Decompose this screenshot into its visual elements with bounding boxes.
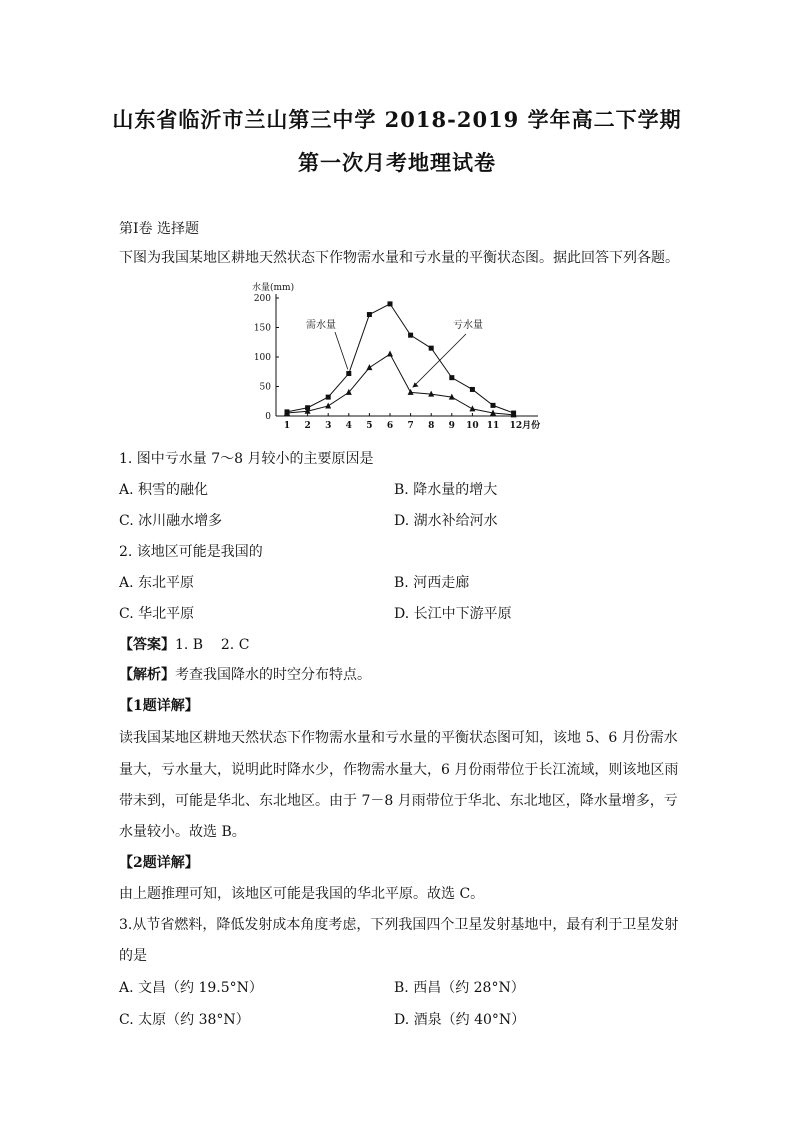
q1-option-b[interactable]: B. 降水量的增大 xyxy=(394,482,498,498)
demand-point xyxy=(388,301,393,306)
q1-option-c[interactable]: C. 冰川融水增多 xyxy=(119,513,223,529)
q2-option-a[interactable]: A. 东北平原 xyxy=(119,575,195,591)
detail1-line-1: 读我国某地区耕地天然状态下作物需水量和亏水量的平衡状态图可知，该地 5、6 月份需水 xyxy=(119,730,678,746)
x-tick-label: 9 xyxy=(448,421,455,430)
answer-label: 【答案】 xyxy=(119,637,175,653)
q3-option-d[interactable]: D. 酒泉（约 40°N） xyxy=(394,1012,526,1028)
q1-option-d[interactable]: D. 湖水补给河水 xyxy=(394,513,498,529)
x-tick-label: 11 xyxy=(486,421,500,430)
x-tick-label: 4 xyxy=(345,421,352,430)
annotation-demand-arrow xyxy=(335,332,348,370)
x-tick-label: 8 xyxy=(428,421,435,430)
demand-point xyxy=(408,333,413,338)
demand-point xyxy=(346,371,351,376)
x-tick-label: 2 xyxy=(304,421,311,430)
x-tick-label: 6 xyxy=(386,421,394,430)
annotation-deficit: 亏水量 xyxy=(453,320,483,331)
intro-text: 下图为我国某地区耕地天然状态下作物需水量和亏水量的平衡状态图。据此回答下列各题。 xyxy=(119,250,679,266)
deficit-point xyxy=(366,364,372,370)
detail1-label: 【1题详解】 xyxy=(119,698,199,714)
annotation-deficit-arrowhead xyxy=(413,382,419,387)
section-heading: 第Ⅰ卷 选择题 xyxy=(119,221,199,237)
x-tick-label: 5 xyxy=(366,421,373,430)
analysis-line xyxy=(119,664,371,684)
q2-stem: 2. 该地区可能是我国的 xyxy=(119,544,263,560)
q2-option-c[interactable]: C. 华北平原 xyxy=(119,606,195,622)
q1-stem: 1. 图中亏水量 7～8 月较小的主要原因是 xyxy=(119,451,374,467)
detail1-line-3: 带未到，可能是华北、东北地区。由于 7－8 月雨带位于华北、东北地区，降水量增多，亏 xyxy=(119,793,678,809)
q3-stem-line-1: 3.从节省燃料，降低发射成本角度考虑，下列我国四个卫星发射基地中，最有利于卫星发射 xyxy=(119,917,679,933)
deficit-point xyxy=(469,405,475,411)
y-tick-label: 100 xyxy=(253,353,271,363)
demand-point xyxy=(429,346,434,351)
q3-option-a[interactable]: A. 文昌（约 19.5°N） xyxy=(119,980,263,996)
answer-text: 1. B 2. C xyxy=(175,637,250,653)
annotation-demand: 需水量 xyxy=(306,320,336,331)
analysis-label: 【解析】 xyxy=(119,667,175,683)
y-tick-label: 50 xyxy=(259,382,271,393)
y-tick-label: 0 xyxy=(265,412,271,422)
y-tick-label: 200 xyxy=(253,294,271,304)
detail1-line-2: 量大，亏水量大，说明此时降水少，作物需水量大，6 月份雨带位于长江流域，则该地区雨 xyxy=(119,762,679,778)
analysis-text: 考查我国降水的时空分布特点。 xyxy=(175,667,371,683)
title-line-1: 山东省临沂市兰山第三中学 2018-2019 学年高二下学期 xyxy=(112,107,682,132)
x-tick-label: 7 xyxy=(407,421,414,430)
y-tick-label: 150 xyxy=(253,323,271,334)
deficit-point xyxy=(408,389,414,395)
title-line-2: 第一次月考地理试卷 xyxy=(298,150,496,175)
q2-option-b[interactable]: B. 河西走廊 xyxy=(394,575,470,591)
demand-point xyxy=(449,375,454,380)
deficit-point xyxy=(387,351,393,357)
series-line-deficit xyxy=(287,354,514,415)
x-tick-label: 10 xyxy=(466,421,479,430)
q3-stem-line-2: 的是 xyxy=(119,948,147,964)
x-tick-label: 12月份 xyxy=(509,421,541,430)
detail2-label: 【2题详解】 xyxy=(119,855,199,871)
demand-point xyxy=(491,403,496,408)
detail2-text: 由上题推理可知，该地区可能是我国的华北平原。故选 C。 xyxy=(119,886,485,902)
x-tick-label: 1 xyxy=(283,421,291,430)
q3-option-b[interactable]: B. 西昌（约 28°N） xyxy=(394,980,525,996)
deficit-point xyxy=(325,402,331,408)
y-axis-title: 水量(mm) xyxy=(252,283,295,293)
demand-point xyxy=(470,387,475,392)
answer-line xyxy=(119,634,249,654)
water-balance-chart xyxy=(248,278,548,430)
detail1-line-4: 水量较小。故选 B。 xyxy=(119,824,246,840)
demand-point xyxy=(367,312,372,317)
q3-option-c[interactable]: C. 太原（约 38°N） xyxy=(119,1012,250,1028)
q1-option-a[interactable]: A. 积雪的融化 xyxy=(119,482,209,498)
demand-point xyxy=(326,395,331,400)
x-tick-label: 3 xyxy=(325,421,332,430)
q2-option-d[interactable]: D. 长江中下游平原 xyxy=(394,606,512,622)
